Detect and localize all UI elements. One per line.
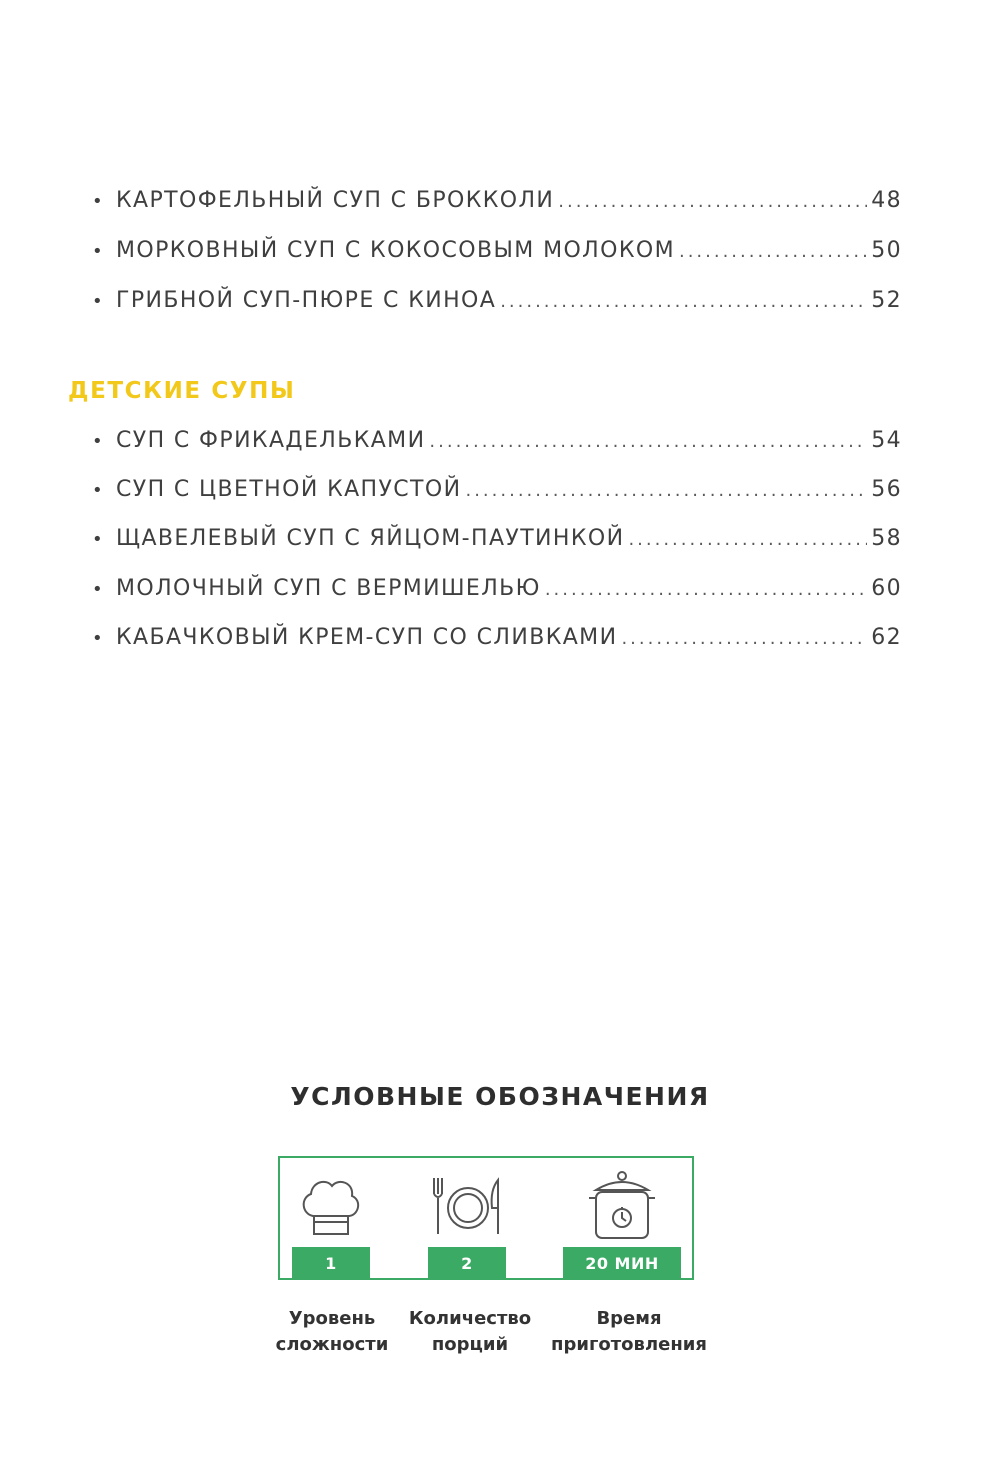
- chef-hat-icon: [296, 1172, 366, 1242]
- caption-line: Время: [596, 1308, 662, 1329]
- section-title: ДЕТСКИЕ СУПЫ: [68, 378, 296, 404]
- toc-item-page: 48: [871, 188, 902, 213]
- bullet: •: [92, 191, 105, 212]
- toc-item[interactable]: [92, 625, 902, 661]
- bullet: •: [92, 480, 105, 501]
- caption-line: сложности: [275, 1334, 389, 1355]
- bullet: •: [92, 241, 105, 262]
- servings-badge: 2: [428, 1247, 506, 1279]
- toc-item-page: 50: [871, 238, 902, 263]
- toc-item[interactable]: [92, 477, 902, 513]
- toc-item-title: ЩАВЕЛЕВЫЙ СУП С ЯЙЦОМ-ПАУТИНКОЙ: [116, 526, 625, 551]
- leader-dots: [465, 480, 867, 501]
- bullet: •: [92, 529, 105, 550]
- difficulty-badge: 1: [292, 1247, 370, 1279]
- toc-item[interactable]: [92, 428, 902, 464]
- leader-dots: [628, 529, 867, 550]
- caption-line: Уровень: [288, 1308, 376, 1329]
- toc-item[interactable]: [92, 576, 902, 612]
- toc-item-page: 62: [871, 625, 902, 650]
- toc-item-page: 60: [871, 576, 902, 601]
- leader-dots: [558, 191, 867, 212]
- pot-timer-icon: [584, 1166, 660, 1242]
- bullet: •: [92, 579, 105, 600]
- bullet: •: [92, 431, 105, 452]
- legend-title: УСЛОВНЫЕ ОБОЗНАЧЕНИЯ: [290, 1082, 710, 1111]
- caption-line: приготовления: [551, 1334, 707, 1355]
- leader-dots: [500, 291, 867, 312]
- leader-dots: [545, 579, 867, 600]
- toc-item-page: 52: [871, 288, 902, 313]
- toc-item[interactable]: [92, 188, 902, 224]
- leader-dots: [621, 628, 867, 649]
- toc-item-page: 56: [871, 477, 902, 502]
- time-caption: [544, 1306, 714, 1358]
- toc-item-title: КАРТОФЕЛЬНЫЙ СУП С БРОККОЛИ: [116, 188, 555, 213]
- toc-item-title: МОРКОВНЫЙ СУП С КОКОСОВЫМ МОЛОКОМ: [116, 238, 675, 263]
- difficulty-caption: [262, 1306, 402, 1358]
- toc-item-title: СУП С ФРИКАДЕЛЬКАМИ: [116, 428, 426, 453]
- servings-caption: [400, 1306, 540, 1358]
- caption-line: Количество: [408, 1308, 532, 1329]
- toc-item-title: МОЛОЧНЫЙ СУП С ВЕРМИШЕЛЬЮ: [116, 576, 541, 601]
- toc-item-title: ГРИБНОЙ СУП-ПЮРЕ С КИНОА: [116, 288, 497, 313]
- toc-item-title: СУП С ЦВЕТНОЙ КАПУСТОЙ: [116, 477, 462, 502]
- bullet: •: [92, 291, 105, 312]
- bullet: •: [92, 628, 105, 649]
- toc-item-title: КАБАЧКОВЫЙ КРЕМ-СУП СО СЛИВКАМИ: [116, 625, 618, 650]
- toc-item[interactable]: [92, 526, 902, 562]
- caption-line: порций: [431, 1334, 509, 1355]
- toc-item[interactable]: [92, 238, 902, 274]
- toc-item[interactable]: [92, 288, 902, 324]
- plate-cutlery-icon: [428, 1172, 508, 1242]
- time-badge: 20 МИН: [563, 1247, 681, 1279]
- leader-dots: [679, 241, 867, 262]
- leader-dots: [429, 431, 867, 452]
- toc-item-page: 58: [871, 526, 902, 551]
- toc-item-page: 54: [871, 428, 902, 453]
